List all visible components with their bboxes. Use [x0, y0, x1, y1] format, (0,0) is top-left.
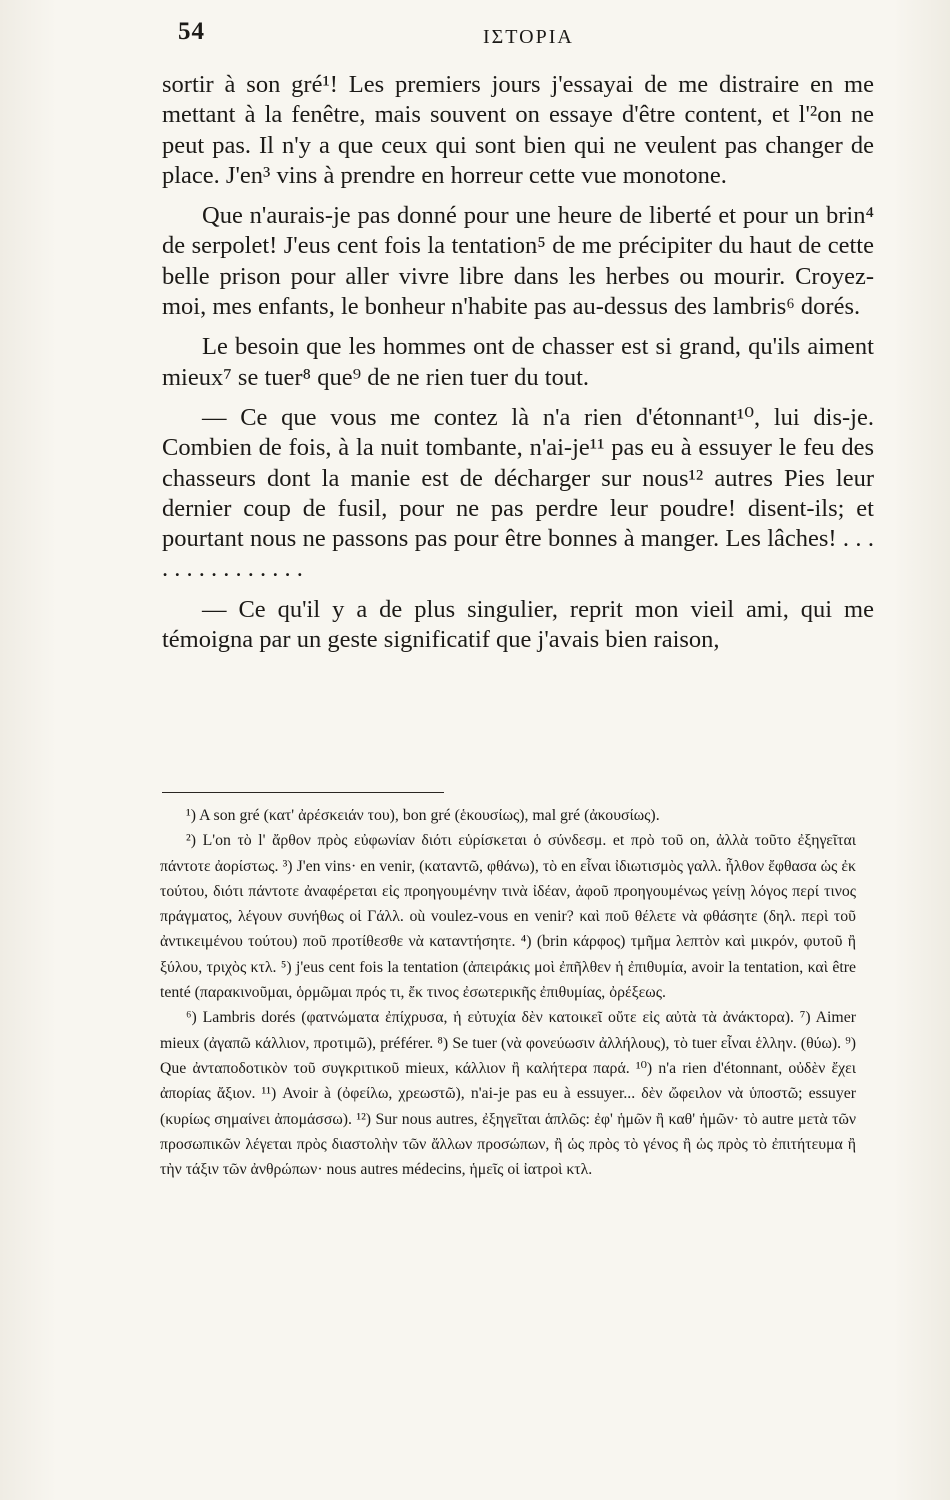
footnote-paragraph-1: ¹) A son gré (κατ' ἀρέσκειάν του), bon gré (ἑκουσίως), mal gré (ἀκουσίως).	[186, 807, 660, 824]
page-number: 54	[178, 18, 205, 45]
body-paragraph-1: sortir à son gré¹! Les premiers jours j'essayai de me distraire en me mettant à la fenêtre, mais souvent on essaye d'être content, et l'²on ne peut pas. Il n'y a que ceux qui sont bien qui ne veulent pas changer de place. J'en³ vins à prendre en horreur cette vue monotone.	[162, 71, 874, 189]
page-header	[178, 18, 870, 58]
footnote-paragraph-2: ²) L'on τὸ l' ἄρθον πρὸς εὐφωνίαν διότι εὑρίσκεται ὁ σύνδεσμ. et πρὸ τοῦ on, ἀλλὰ τοῦτο ἐξηγεῖται πάντοτε ἀορίστως. ³) J'en vins· en venir, (καταντῶ, φθάνω), τὸ en εἶναι ἰδιωτισμὸς γαλλ. ἦλθον ἔφθασα ὡς ἐκ τούτου, διότι πάντοτε ἀναφέρεται εἰς προηγουμένην τινὰ ἰδέαν, ἀφοῦ προηγουμένως γείνῃ λόγος περί τινος πράγματος, λέγουν συνήθως οἱ Γάλλ. où voulez-vous en venir? καὶ ποῦ θέλετε νὰ φθάσητε (δηλ. περὶ τοῦ ἀντικειμένου τούτου) ποῦ προτίθεσθε νὰ καταντήσητε. ⁴) (brin κάρφος) τμῆμα λεπτὸν καὶ μικρόν, φυτοῦ ἢ ξύλου, τριχὸς κτλ. ⁵) j'eus cent fois la tentation (ἀπειράκις μοὶ ἐπῆλθεν ἡ ἐπιθυμία, avoir la tentation, καὶ être tenté (παρακινοῦμαι, ὁρμῶμαι πρός τι, ἔκ τινος ἐσωτερικῆς ἐπιθυμίας, ὀρέξεως.	[160, 832, 856, 1002]
body-paragraph-5: — Ce qu'il y a de plus singulier, reprit mon vieil ami, qui me témoigna par un geste significatif que j'avais bien raison,	[162, 595, 874, 654]
footnote-paragraph-3: ⁶) Lambris dorés (φατνώματα ἐπίχρυσα, ἡ εὐτυχία δὲν κατοικεῖ οὔτε εἰς αὐτὰ τὰ ἀνάκτορα). ⁷) Aimer mieux (ἀγαπῶ κάλλιον, προτιμῶ), préférer. ⁸) Se tuer (νὰ φονεύωσιν ἀλλήλους), τὸ tuer εἶναι ἑλλην. (θύω). ⁹) Que ἀνταποδοτικὸν τοῦ συγκριτικοῦ mieux, κάλλιον ἢ καλήτερα παρά. ¹⁰) n'a rien d'étonnant, οὐδὲν ἔχει ἀπορίας ἄξιον. ¹¹) Avoir à (ὀφείλω, χρεωστῶ), n'ai-je pas eu à essuyer... δὲν ὤφειλον νὰ ὑποστῶ; essuyer (κυρίως σημαίνει ἀπομάσσω). ¹²) Sur nous autres, ἐξηγεῖται ἁπλῶς: ἐφ' ἡμῶν ἢ καθ' ἡμῶν· τὸ autre μετὰ τῶν προσωπικῶν λέγεται πρὸς διαστολὴν τῶν ἄλλων προσώπων, ἢ ὡς πρὸς τὸ γένος ἢ ὡς πρὸς τὸ ἐπιτήτευμα ἢ τὴν τάξιν τῶν ἀνθρώπων· nous autres médecins, ἡμεῖς οἱ ἰατροὶ κτλ.	[160, 1009, 856, 1179]
footnote-divider	[162, 792, 444, 793]
body-paragraph-4: — Ce que vous me contez là n'a rien d'étonnant¹⁰, lui dis-je. Combien de fois, à la nuit tombante, n'ai-je¹¹ pas eu à essuyer le feu des chasseurs dont la manie est de décharger sur nous¹² autres Pies leur dernier coup de fusil, pour ne pas perdre leur poudre! disent-ils; et pourtant nous ne passons pas pour être bonnes à manger. Les lâches! . . . . . . . . . . . . . . .	[162, 403, 874, 583]
body-paragraph-2: Que n'aurais-je pas donné pour une heure de liberté et pour un brin⁴ de serpolet! J'eus cent fois la tentation⁵ de me précipiter du haut de cette belle prison pour aller vivre libre dans les herbes ou mourir. Croyez-moi, mes enfants, le bonheur n'habite pas au-dessus des lambris⁶ dorés.	[162, 202, 874, 321]
body-paragraph-3: Le besoin que les hommes ont de chasser est si grand, qu'ils aiment mieux⁷ se tuer⁸ que⁹ de ne rien tuer du tout.	[162, 333, 874, 391]
main-text	[162, 70, 874, 665]
running-head: ΙΣΤΟΡΙΑ	[483, 26, 574, 48]
footnotes	[160, 803, 856, 1182]
